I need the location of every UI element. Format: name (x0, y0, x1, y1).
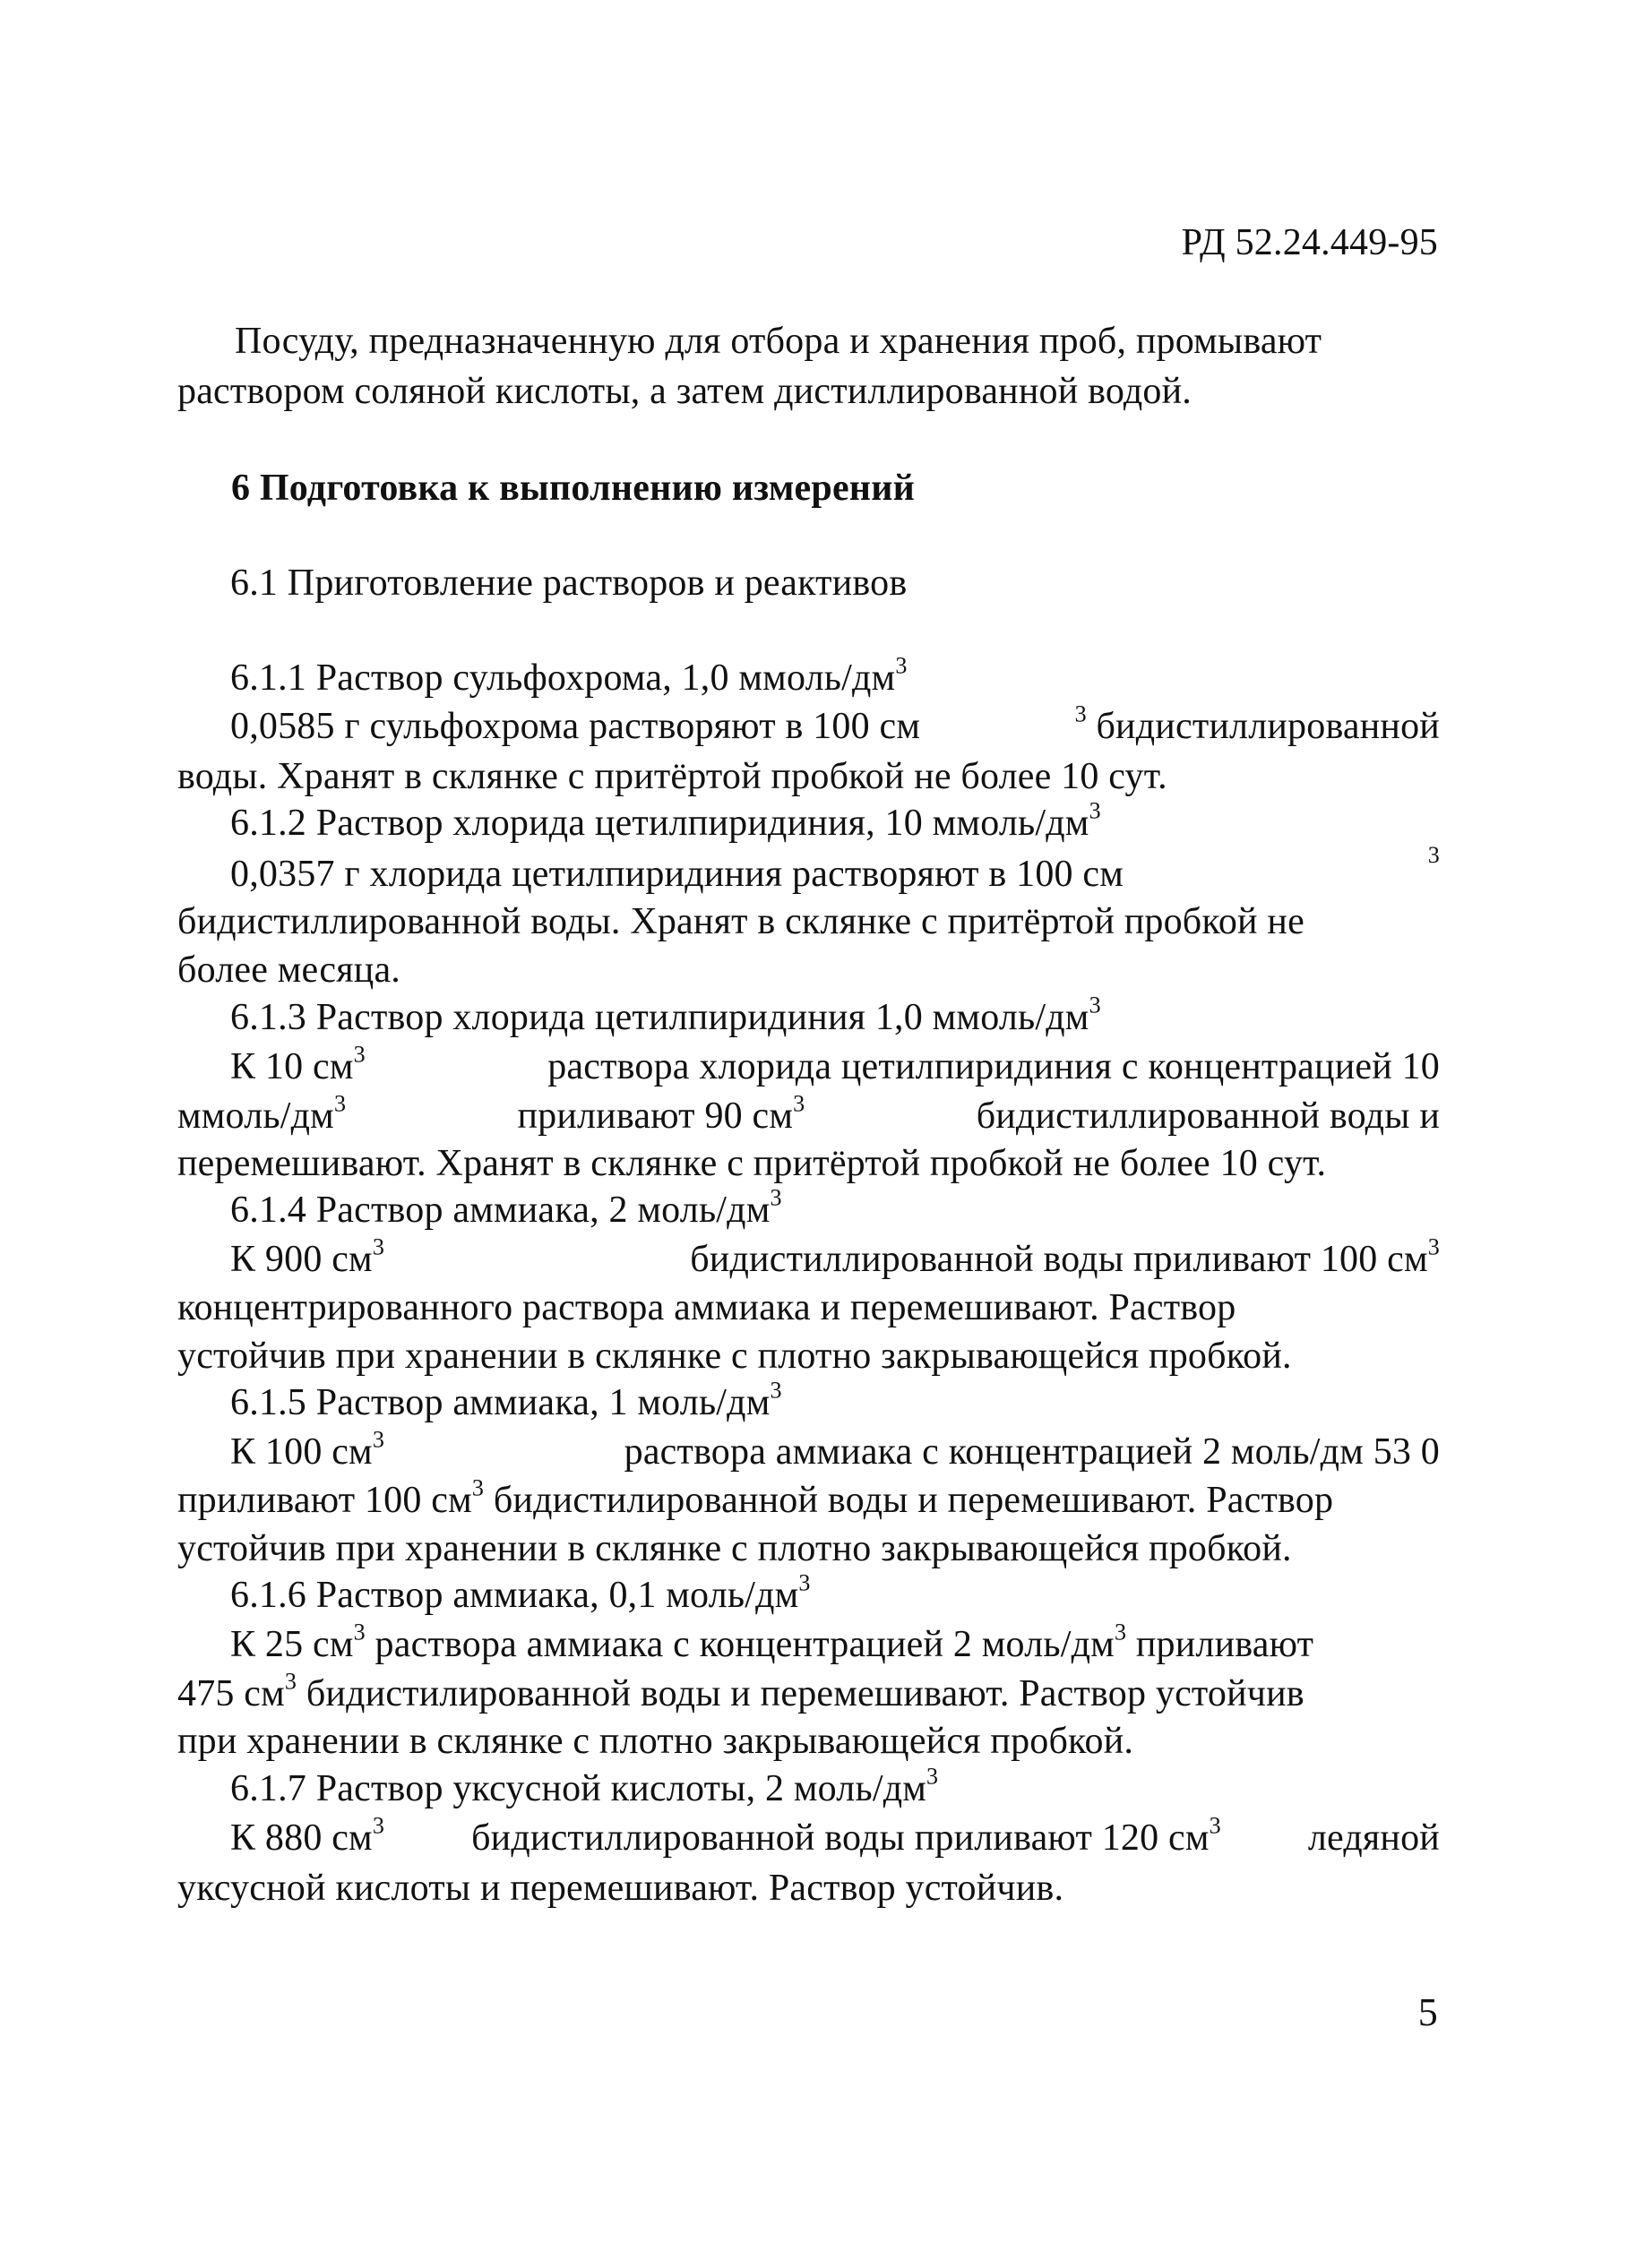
subsection-title: 6.1 Приготовление растворов и реактивов (230, 563, 908, 604)
item-612-line-3: более месяца. (177, 949, 401, 991)
page-number: 5 (1417, 1990, 1438, 2034)
item-614-line-2: концентрированного раствора аммиака и перемешивают. Раствор (177, 1287, 1236, 1328)
item-615-heading: 6.1.5 Раствор аммиака, 1 моль/$дм^3$ (230, 1377, 782, 1423)
intro-line-2: раствором соляной кислоты, а затем дистиллированной водой. (177, 371, 1192, 412)
item-613-heading: 6.1.3 Раствор хлорида цетилпиридиния 1,0 ммоль/$дм^3$ (230, 992, 1101, 1038)
item-617-line-2: уксусной кислоты и перемешивают. Раствор устойчив. (177, 1868, 1064, 1909)
section-title: 6 Подготовка к выполнению измерений (231, 468, 915, 509)
document-code: РД 52.24.449-95 (1181, 222, 1438, 263)
item-615-line-2: приливают 100 $см^3$ бидистилированной воды и перемешивают. Раствор (177, 1474, 1334, 1521)
item-616-line-2: 475 $см^3$ бидистилированной воды и перемешивают. Раствор устойчив (177, 1668, 1304, 1714)
item-612-line-1: 0,0357 г хлорида цетилпиридиния растворяют в 100 см 3 (230, 842, 1440, 895)
item-613-line-2: ммоль/$дм^3$ приливают 90 $см^3$ бидистиллированной воды и (177, 1090, 1440, 1137)
item-611-line-1: 0,0585 г сульфохрома растворяют в 100 см $^3$ бидистиллированной (230, 700, 1440, 747)
item-617-line-1: К 880 $см^3$ бидистиллированной воды приливают 120 $см^3$ ледяной (230, 1812, 1440, 1859)
item-617-heading: 6.1.7 Раствор уксусной кислоты, 2 моль/$дм^3$ (230, 1763, 939, 1809)
item-615-line-3: устойчив при хранении в склянке с плотно закрывающейся пробкой. (177, 1528, 1292, 1569)
item-616-heading: 6.1.6 Раствор аммиака, 0,1 моль/$дм^3$ (230, 1569, 811, 1616)
item-614-heading: 6.1.4 Раствор аммиака, 2 моль/$дм^3$ (230, 1184, 782, 1231)
item-614-line-1: К 900 $см^3$ бидистиллированной воды приливают 100 $см^3$ (230, 1233, 1440, 1280)
item-616-line-3: при хранении в склянке с плотно закрывающейся пробкой. (177, 1721, 1134, 1762)
item-611-line-2: воды. Хранят в склянке с притёртой пробкой не более 10 сут. (177, 756, 1167, 797)
intro-line-1: Посуду, предназначенную для отбора и хранения проб, промывают (235, 321, 1322, 362)
item-614-line-3: устойчив при хранении в склянке с плотно закрывающейся пробкой. (177, 1336, 1292, 1377)
item-615-line-1: К 100 $см^3$ раствора аммиака с концентрацией 2 моль/дм 53 0 (230, 1426, 1440, 1473)
item-612-line-2: бидистиллированной воды. Хранят в склянке с притёртой пробкой не (177, 901, 1304, 942)
item-616-line-1: К 25 $см^3$ раствора аммиака с концентрацией 2 моль/$дм^3$ приливают (230, 1619, 1314, 1665)
item-611-heading: 6.1.1 Раствор сульфохрома, 1,0 ммоль/$дм^3$ (230, 652, 908, 699)
item-613-line-1: К 10 $см^3$ раствора хлорида цетилпиридиния с концентрацией 10 (230, 1041, 1440, 1087)
item-613-line-3: перемешивают. Хранят в склянке с притёртой пробкой не более 10 сут. (177, 1143, 1327, 1184)
item-612-heading: 6.1.2 Раствор хлорида цетилпиридиния, 10 ммоль/$дм^3$ (230, 797, 1101, 844)
